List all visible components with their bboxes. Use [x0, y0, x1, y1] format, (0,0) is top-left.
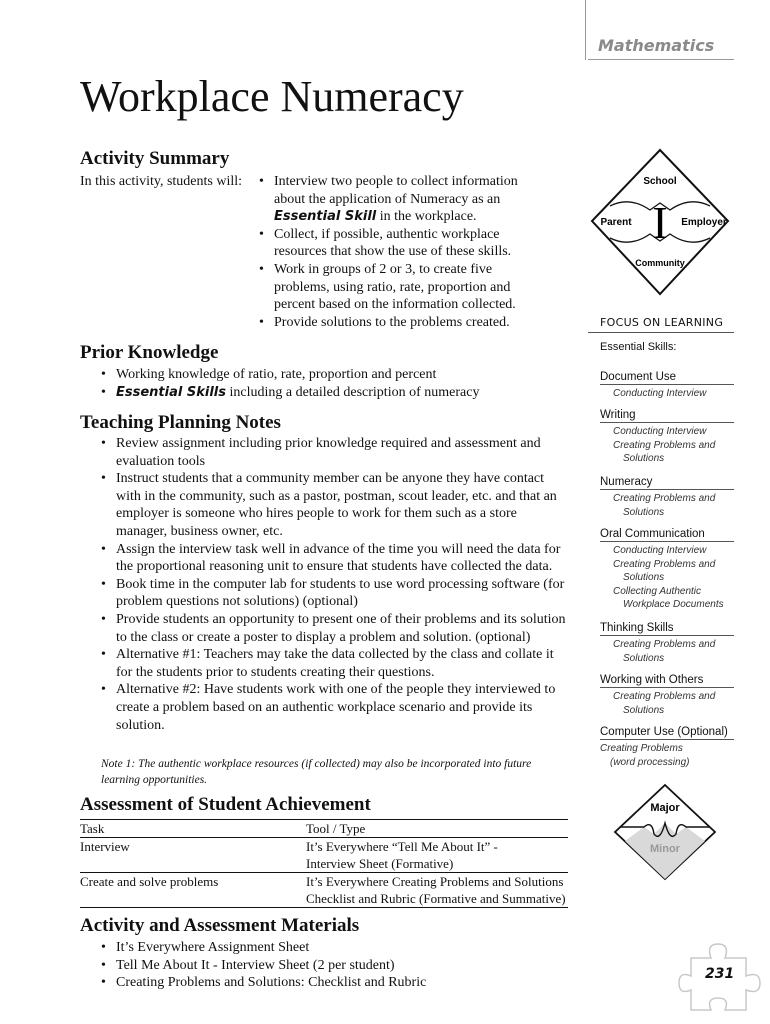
- list-item: • Alternative #2: Have students work with one of the people they interviewed to create a problem based on an authentic workplace scenario and provide its solution.: [101, 681, 569, 734]
- list-item: • Creating Problems and Solutions: Checklist and Rubric: [101, 974, 561, 992]
- sidebar-category-writing: Writing Conducting Interview Creating Problems and Solutions: [600, 408, 734, 466]
- activity-summary-list: [259, 173, 549, 331]
- list-item: • Alternative #1: Teachers may take the data collected by the class and collate it for the students prior to students creating their questions.: [101, 646, 569, 681]
- table-cell-task: Create and solve problems: [80, 874, 219, 889]
- list-item: • Provide solutions to the problems created.: [259, 314, 549, 332]
- page-title: Workplace Numeracy: [80, 72, 464, 121]
- sidebar-category-numeracy: Numeracy Creating Problems and Solutions: [600, 475, 734, 519]
- sidebar-category-working-with-others: Working with Others Creating Problems and Solutions: [600, 673, 734, 717]
- sidebar-category-computer-use: Computer Use (Optional) Creating Problems (word processing): [600, 725, 734, 769]
- list-item: • It’s Everywhere Assignment Sheet: [101, 939, 561, 957]
- assessment-table: [80, 819, 568, 908]
- activity-summary-intro: In this activity, students will:: [80, 174, 243, 189]
- community-diagram: [590, 148, 730, 298]
- list-item: • Working knowledge of ratio, rate, proportion and percent: [101, 366, 571, 384]
- legend-major-label: Major: [650, 802, 680, 814]
- list-item: • Review assignment including prior knowledge required and assessment and evaluation tools: [101, 435, 569, 470]
- diagram-community-label: Community: [635, 258, 685, 268]
- table-header-tool: Tool / Type: [306, 821, 366, 836]
- legend-minor-label: Minor: [650, 843, 680, 855]
- table-header-row: [80, 820, 568, 838]
- list-item: • Provide students an opportunity to present one of their problems and its solution to the class or create a poster to display a problem and solution. (optional): [101, 611, 569, 646]
- diagram-parent-label: Parent: [600, 217, 632, 228]
- list-item: • Instruct students that a community member can be anyone they have contact with in the community, such as a pastor, postman, scout leader, etc. and that an employer is someone who hires people to work for them such as a store manager, business owner, etc.: [101, 470, 569, 540]
- subject-label: Mathematics: [598, 36, 715, 55]
- table-cell-task: Interview: [80, 839, 130, 854]
- page-number: 231: [705, 966, 735, 982]
- materials-heading: Activity and Assessment Materials: [80, 915, 360, 936]
- focus-rule: [588, 332, 734, 333]
- list-item: • Assign the interview task well in advance of the time you will need the data for the proportional reasoning unit to ensure that students have collected the data.: [101, 541, 569, 576]
- table-cell-tool: It’s Everywhere Creating Problems and Solutions Checklist and Rubric (Formative and Summative): [306, 874, 566, 906]
- list-item: • Interview two people to collect information about the application of Numeracy as an Essential Skill in the workplace.: [259, 173, 549, 226]
- table-row: [80, 838, 568, 873]
- table-header-task: Task: [80, 821, 105, 836]
- sidebar-category-thinking-skills: Thinking Skills Creating Problems and Solutions: [600, 621, 734, 665]
- teaching-note: Note 1: The authentic workplace resources (if collected) may also be incorporated into future learning opportunities.: [101, 758, 532, 786]
- header-vertical-rule: [585, 0, 586, 60]
- table-cell-tool: It’s Everywhere “Tell Me About It” - Interview Sheet (Formative): [306, 839, 498, 871]
- sidebar-category-document-use: Document Use Conducting Interview: [600, 370, 734, 401]
- prior-knowledge-list: [101, 366, 571, 401]
- diagram-school-label: School: [643, 176, 677, 187]
- major-minor-legend: [612, 782, 718, 882]
- list-item: • Book time in the computer lab for students to use word processing software (for problem questions not solutions) (optional): [101, 576, 569, 611]
- activity-summary-heading: Activity Summary: [80, 148, 230, 169]
- table-row: [80, 873, 568, 908]
- assessment-heading: Assessment of Student Achievement: [80, 794, 371, 815]
- list-item: • Collect, if possible, authentic workplace resources that show the use of these skills.: [259, 226, 549, 261]
- teaching-notes-heading: Teaching Planning Notes: [80, 412, 281, 433]
- diagram-center-letter: I: [652, 197, 668, 248]
- sidebar-category-oral-communication: Oral Communication Conducting Interview Creating Problems and Solutions Collecting Authentic Workplace Documents: [600, 527, 734, 612]
- subject-rule: [588, 59, 734, 60]
- materials-list: [101, 939, 561, 992]
- teaching-notes-list: [101, 435, 569, 734]
- prior-knowledge-heading: Prior Knowledge: [80, 342, 219, 363]
- diagram-employer-label: Employer: [681, 217, 727, 228]
- list-item: • Essential Skills including a detailed description of numeracy: [101, 384, 571, 402]
- focus-title: FOCUS ON LEARNING: [600, 316, 724, 329]
- list-item: • Tell Me About It - Interview Sheet (2 per student): [101, 957, 561, 975]
- essential-skills-label: Essential Skills:: [600, 341, 677, 353]
- list-item: • Work in groups of 2 or 3, to create five problems, using ratio, rate, proportion and percent based on the information collected.: [259, 261, 549, 314]
